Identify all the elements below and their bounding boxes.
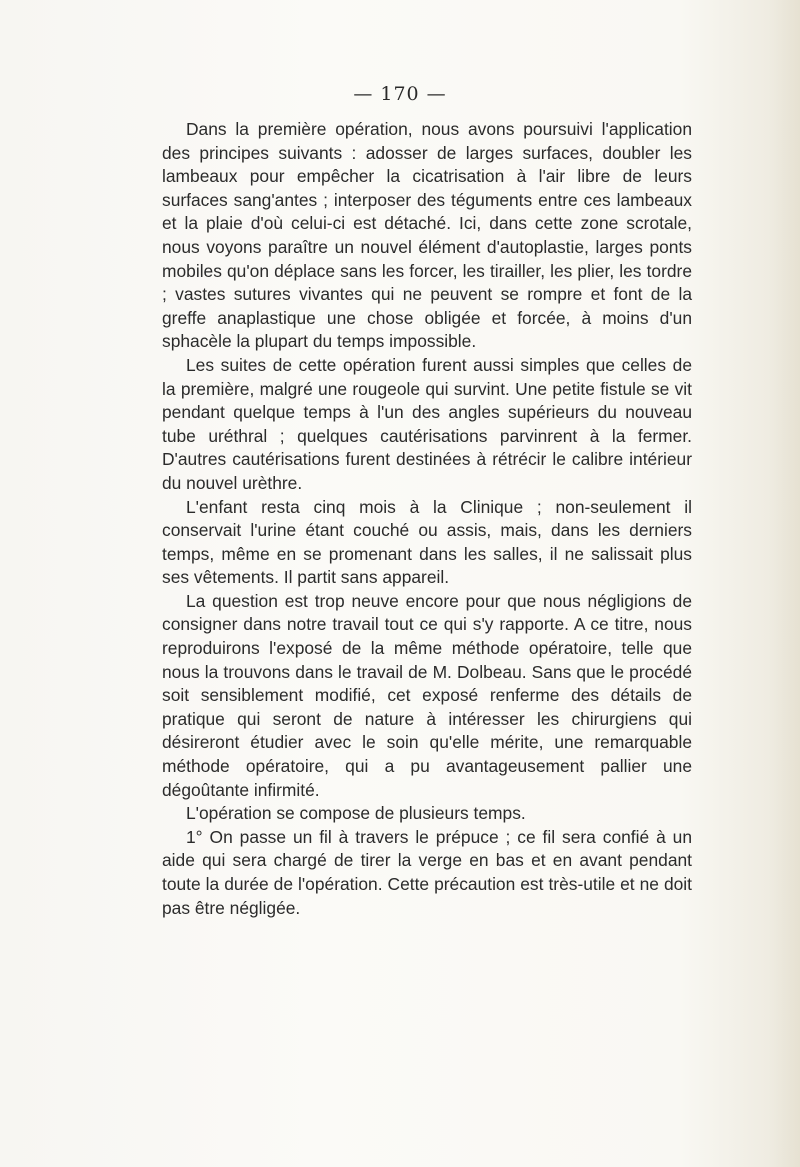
page-number: — 170 —: [353, 83, 447, 105]
paragraph-2: Les suites de cette opération furent aussi simples que celles de la première, malgré une rougeole qui survint. Une petite fistule se vit pendant quelque temps à l'un des angles supérieurs du nouveau tube uréthral ; quelques cautérisations parvinrent à la fermer. D'autres cautérisations furent destinées à rétrécir le calibre intérieur du nouvel urèthre.: [162, 354, 692, 493]
paragraph-6: 1° On passe un fil à travers le prépuce ; ce fil sera confié à un aide qui sera chargé de tirer la verge en bas et en avant pendant toute la durée de l'opération. Cette précaution est très-utile et ne doit pas être négligée.: [162, 826, 692, 918]
paragraph-3: L'enfant resta cinq mois à la Clinique ; non-seulement il conservait l'urine étant couché ou assis, mais, dans les derniers temps, même en se promenant dans les salles, il ne salissait plus ses vêtements. Il partit sans appareil.: [162, 496, 692, 588]
body-text: [162, 118, 692, 920]
paragraph-5: L'opération se compose de plusieurs temps.: [186, 803, 526, 824]
paragraph-1: Dans la première opération, nous avons poursuivi l'application des principes suivants : adosser de larges surfaces, doubler les lambeaux pour empêcher la cicatrisation à l'air libre de leurs surfaces sang'antes ; interposer des téguments entre ces lambeaux et la plaie d'où celui-ci est détaché. Ici, dans cette zone scrotale, nous voyons paraître un nouvel élément d'autoplastie, larges ponts mobiles qu'on déplace sans les forcer, les tirailler, les plier, les tordre ; vastes sutures vivantes qui ne peuvent se rompre et font de la greffe anaplastique une chose obligée et forcée, à moins d'un sphacèle la plupart du temps impossible.: [162, 119, 692, 352]
paragraph-4: La question est trop neuve encore pour que nous négligions de consigner dans notre travail tout ce qui s'y rapporte. A ce titre, nous reproduirons l'exposé de la même méthode opératoire, telle que nous la trouvons dans le travail de M. Dolbeau. Sans que le procédé soit sensiblement modifié, cet exposé renferme des détails de pratique qui seront de nature à intéresser les chirurgiens qui désireront étudier avec le soin qu'elle mérite, une remarquable méthode opératoire, qui a pu avantageusement pallier une dégoûtante infirmité.: [162, 590, 692, 800]
